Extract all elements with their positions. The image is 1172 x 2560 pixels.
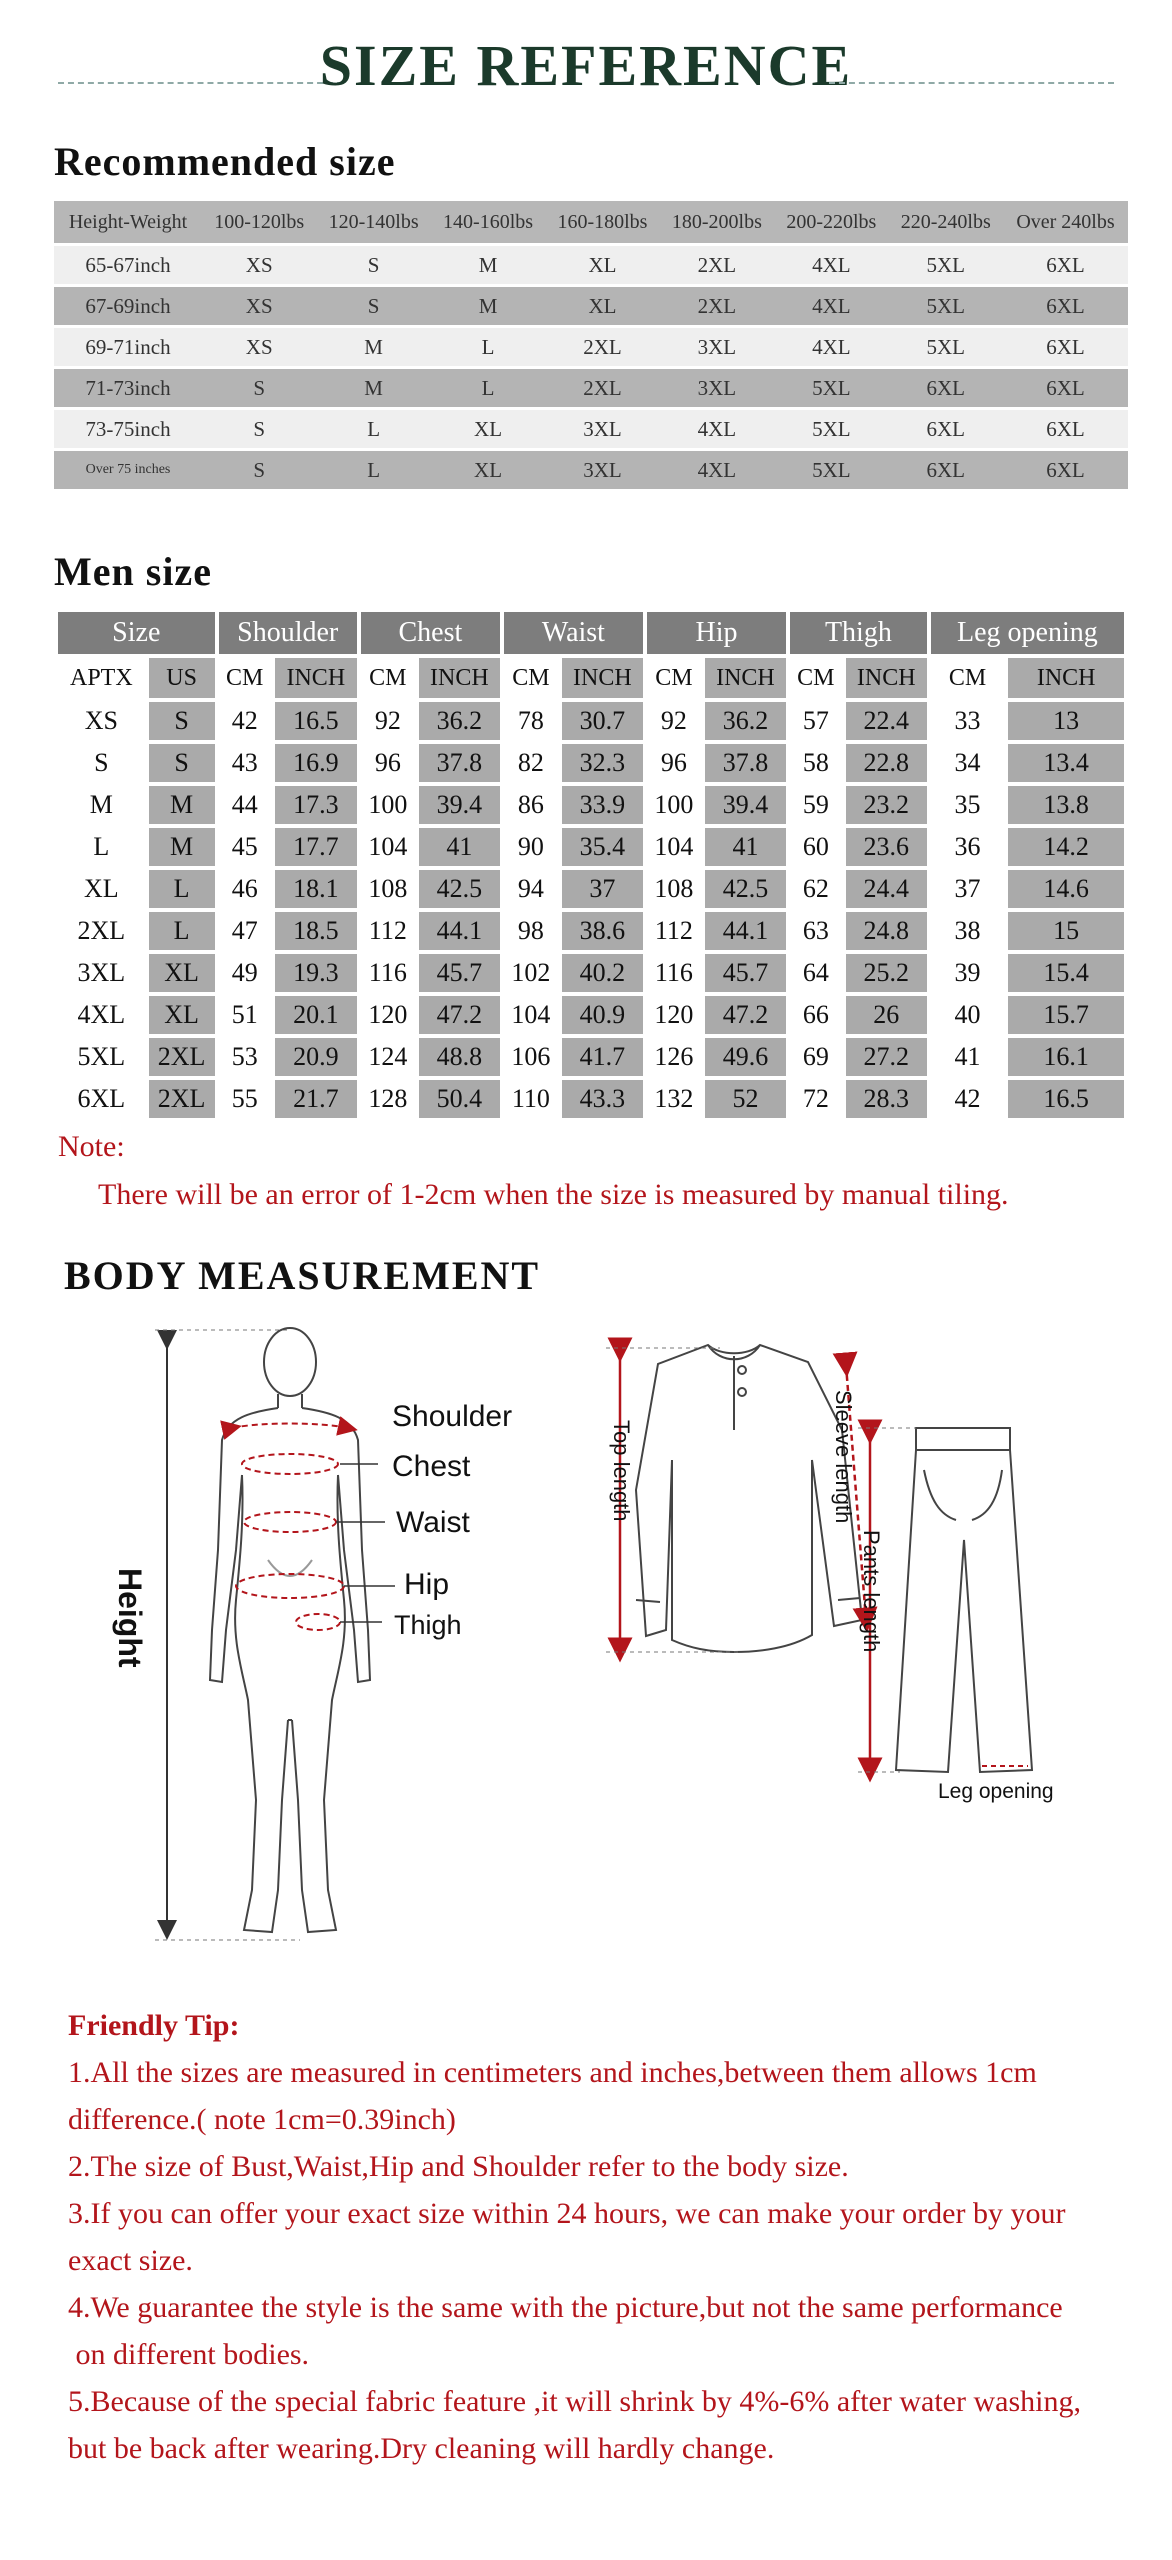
men-size-cell: 94 <box>504 870 558 908</box>
title-banner <box>58 32 1114 102</box>
tip-line: difference.( note 1cm=0.39inch) <box>68 2103 456 2136</box>
men-size-cell: 13.8 <box>1008 786 1124 824</box>
recommended-cell: 6XL <box>889 451 1003 489</box>
recommended-cell: 2XL <box>545 369 659 407</box>
men-size-cell: 24.8 <box>846 912 927 950</box>
tip-line: 3.If you can offer your exact size within 24 hours, we can make your order by your <box>68 2197 1066 2230</box>
men-size-cell: 96 <box>361 744 415 782</box>
tip-line: on different bodies. <box>68 2338 310 2371</box>
recommended-row <box>54 410 1128 448</box>
men-size-cell: 43 <box>219 744 271 782</box>
recommended-cell: 67-69inch <box>54 287 202 325</box>
men-size-cell: 132 <box>647 1080 701 1118</box>
recommended-cell: XL <box>545 246 659 284</box>
men-size-row <box>58 1080 1124 1118</box>
recommended-cell: S <box>316 287 430 325</box>
recommended-cell: 4XL <box>774 287 888 325</box>
men-size-cell: 37.8 <box>419 744 500 782</box>
men-size-cell: 50.4 <box>419 1080 500 1118</box>
recommended-row <box>54 328 1128 366</box>
pants-length-label: Pants length <box>859 1530 884 1653</box>
men-subheader-cell: CM <box>361 658 415 698</box>
men-size-cell: 82 <box>504 744 558 782</box>
men-size-cell: 35 <box>931 786 1005 824</box>
men-size-cell: 15.7 <box>1008 996 1124 1034</box>
men-size-cell: 45.7 <box>419 954 500 992</box>
men-size-cell: S <box>149 702 215 740</box>
chest-label: Chest <box>392 1450 471 1483</box>
men-size-cell: 33 <box>931 702 1005 740</box>
recommended-header-cell: Over 240lbs <box>1003 201 1128 243</box>
recommended-cell: 4XL <box>774 328 888 366</box>
men-size-row <box>58 744 1124 782</box>
measurement-illustration <box>0 1300 1172 1980</box>
men-group-cell: Thigh <box>790 612 927 654</box>
recommended-cell: XL <box>431 410 545 448</box>
men-size-cell: 14.2 <box>1008 828 1124 866</box>
recommended-cell: 6XL <box>1003 410 1128 448</box>
page-title: SIZE REFERENCE <box>319 33 853 98</box>
men-size-row <box>58 954 1124 992</box>
men-size-cell: 57 <box>790 702 842 740</box>
recommended-row <box>54 451 1128 489</box>
recommended-size-table <box>54 198 1128 492</box>
recommended-header-cell: Height-Weight <box>54 201 202 243</box>
shoulder-label: Shoulder <box>392 1400 513 1433</box>
men-subheader-cell: CM <box>647 658 701 698</box>
men-size-cell: 110 <box>504 1080 558 1118</box>
men-subheader-cell: CM <box>790 658 842 698</box>
recommended-cell: 5XL <box>774 410 888 448</box>
men-size-cell: 24.4 <box>846 870 927 908</box>
recommended-row <box>54 369 1128 407</box>
recommended-cell: S <box>202 410 316 448</box>
men-group-cell: Size <box>58 612 215 654</box>
men-size-cell: 25.2 <box>846 954 927 992</box>
recommended-cell: S <box>316 246 430 284</box>
men-size-cell: 34 <box>931 744 1005 782</box>
tip-line: but be back after wearing.Dry cleaning will hardly change. <box>68 2432 775 2465</box>
note-label: Note: <box>58 1130 125 1163</box>
men-size-row <box>58 912 1124 950</box>
men-size-cell: 44.1 <box>419 912 500 950</box>
men-size-row <box>58 996 1124 1034</box>
recommended-cell: 6XL <box>1003 246 1128 284</box>
men-size-cell: 37.8 <box>705 744 786 782</box>
recommended-cell: XL <box>545 287 659 325</box>
recommended-header-row <box>54 201 1128 243</box>
tip-line: 4.We guarantee the style is the same with the picture,but not the same performance <box>68 2291 1063 2324</box>
men-size-cell: 98 <box>504 912 558 950</box>
men-size-cell: 18.1 <box>275 870 357 908</box>
men-size-cell: M <box>58 786 145 824</box>
men-size-cell: XS <box>58 702 145 740</box>
recommended-cell: XL <box>431 451 545 489</box>
men-size-cell: 37 <box>931 870 1005 908</box>
men-size-cell: 26 <box>846 996 927 1034</box>
recommended-cell: 5XL <box>774 369 888 407</box>
men-size-cell: XL <box>149 996 215 1034</box>
men-size-cell: 15 <box>1008 912 1124 950</box>
men-size-cell: 37 <box>562 870 643 908</box>
body-measure-lines <box>232 1424 348 1631</box>
men-size-cell: 64 <box>790 954 842 992</box>
men-size-cell: 45 <box>219 828 271 866</box>
men-size-cell: M <box>149 828 215 866</box>
men-size-cell: 108 <box>361 870 415 908</box>
men-subheader-cell: INCH <box>1008 658 1124 698</box>
men-size-cell: 100 <box>361 786 415 824</box>
recommended-cell: 65-67inch <box>54 246 202 284</box>
men-subheader-cell: CM <box>931 658 1005 698</box>
men-size-cell: 120 <box>361 996 415 1034</box>
men-subheader-cell: INCH <box>846 658 927 698</box>
men-size-cell: 44 <box>219 786 271 824</box>
pants-measure-lines <box>870 1432 1028 1770</box>
men-size-table <box>54 608 1128 1122</box>
recommended-header-cell: 140-160lbs <box>431 201 545 243</box>
recommended-cell: 71-73inch <box>54 369 202 407</box>
men-subheader-cell: INCH <box>419 658 500 698</box>
recommended-cell: L <box>431 328 545 366</box>
recommended-cell: 5XL <box>889 328 1003 366</box>
men-size-cell: 42 <box>931 1080 1005 1118</box>
recommended-cell: 5XL <box>889 246 1003 284</box>
men-size-row <box>58 786 1124 824</box>
men-size-cell: 108 <box>647 870 701 908</box>
men-size-cell: 16.9 <box>275 744 357 782</box>
men-subheader-cell: CM <box>219 658 271 698</box>
recommended-cell: 6XL <box>1003 287 1128 325</box>
men-subheader-cell: INCH <box>562 658 643 698</box>
men-size-cell: 90 <box>504 828 558 866</box>
men-size-cell: XL <box>149 954 215 992</box>
men-size-cell: 120 <box>647 996 701 1034</box>
men-size-cell: 23.2 <box>846 786 927 824</box>
men-size-cell: 49 <box>219 954 271 992</box>
men-size-cell: 16.5 <box>1008 1080 1124 1118</box>
men-size-cell: 6XL <box>58 1080 145 1118</box>
men-size-cell: 28.3 <box>846 1080 927 1118</box>
men-size-cell: 116 <box>647 954 701 992</box>
men-size-cell: 40.2 <box>562 954 643 992</box>
men-size-cell: 15.4 <box>1008 954 1124 992</box>
recommended-cell: M <box>316 328 430 366</box>
recommended-cell: 4XL <box>774 246 888 284</box>
men-size-cell: 104 <box>361 828 415 866</box>
recommended-cell: S <box>202 451 316 489</box>
recommended-cell: XS <box>202 246 316 284</box>
men-size-cell: 116 <box>361 954 415 992</box>
men-size-cell: 59 <box>790 786 842 824</box>
men-size-cell: 47.2 <box>419 996 500 1034</box>
men-size-cell: 69 <box>790 1038 842 1076</box>
men-size-cell: 42 <box>219 702 271 740</box>
men-size-cell: 22.8 <box>846 744 927 782</box>
men-size-cell: 66 <box>790 996 842 1034</box>
recommended-cell: XS <box>202 328 316 366</box>
men-size-cell: 14.6 <box>1008 870 1124 908</box>
men-size-cell: 102 <box>504 954 558 992</box>
recommended-row <box>54 287 1128 325</box>
men-size-cell: 4XL <box>58 996 145 1034</box>
recommended-cell: 5XL <box>889 287 1003 325</box>
men-size-cell: 33.9 <box>562 786 643 824</box>
men-size-cell: 62 <box>790 870 842 908</box>
men-size-cell: 55 <box>219 1080 271 1118</box>
men-subheader-cell: US <box>149 658 215 698</box>
recommended-cell: M <box>431 246 545 284</box>
recommended-cell: 2XL <box>545 328 659 366</box>
men-size-cell: 32.3 <box>562 744 643 782</box>
men-size-cell: 13.4 <box>1008 744 1124 782</box>
measurement-figure <box>0 1300 1172 1980</box>
recommended-heading: Recommended size <box>54 139 396 184</box>
men-size-cell: S <box>58 744 145 782</box>
men-size-cell: 16.5 <box>275 702 357 740</box>
men-size-cell: 39.4 <box>419 786 500 824</box>
recommended-header-cell: 120-140lbs <box>316 201 430 243</box>
men-size-cell: 42.5 <box>419 870 500 908</box>
recommended-header-cell: 200-220lbs <box>774 201 888 243</box>
men-subheader-cell: INCH <box>705 658 786 698</box>
men-size-cell: 112 <box>361 912 415 950</box>
men-subheader-cell: CM <box>504 658 558 698</box>
tip-line: 1.All the sizes are measured in centimeters and inches,between them allows 1cm <box>68 2056 1037 2089</box>
recommended-cell: 6XL <box>1003 451 1128 489</box>
men-size-cell: 104 <box>647 828 701 866</box>
men-size-cell: 60 <box>790 828 842 866</box>
men-subheader-cell: APTX <box>58 658 145 698</box>
men-size-cell: 47 <box>219 912 271 950</box>
recommended-cell: Over 75 inches <box>54 451 202 489</box>
men-size-cell: 47.2 <box>705 996 786 1034</box>
men-size-cell: 40 <box>931 996 1005 1034</box>
men-size-cell: M <box>149 786 215 824</box>
recommended-cell: 2XL <box>660 246 774 284</box>
men-size-cell: 17.7 <box>275 828 357 866</box>
recommended-cell: S <box>202 369 316 407</box>
men-size-cell: 23.6 <box>846 828 927 866</box>
men-size-cell: 21.7 <box>275 1080 357 1118</box>
men-group-cell: Chest <box>361 612 500 654</box>
height-arrow <box>155 1330 300 1940</box>
recommended-cell: L <box>431 369 545 407</box>
men-size-cell: 5XL <box>58 1038 145 1076</box>
recommended-cell: 3XL <box>660 369 774 407</box>
recommended-cell: M <box>431 287 545 325</box>
leg-opening-label: Leg opening <box>938 1780 1054 1803</box>
men-size-cell: 51 <box>219 996 271 1034</box>
recommended-cell: 6XL <box>889 369 1003 407</box>
men-size-cell: 72 <box>790 1080 842 1118</box>
recommended-header-cell: 180-200lbs <box>660 201 774 243</box>
men-size-cell: 27.2 <box>846 1038 927 1076</box>
recommended-cell: 4XL <box>660 410 774 448</box>
tip-line: 5.Because of the special fabric feature ,it will shrink by 4%-6% after water washing, <box>68 2385 1081 2418</box>
men-size-cell: 41 <box>705 828 786 866</box>
men-size-heading: Men size <box>54 549 212 594</box>
men-size-cell: 17.3 <box>275 786 357 824</box>
men-size-row <box>58 828 1124 866</box>
men-size-cell: 41 <box>419 828 500 866</box>
men-size-cell: 92 <box>361 702 415 740</box>
hip-label: Hip <box>404 1568 450 1601</box>
men-size-cell: 38 <box>931 912 1005 950</box>
recommended-cell: 69-71inch <box>54 328 202 366</box>
men-group-cell: Waist <box>504 612 643 654</box>
men-size-cell: 52 <box>705 1080 786 1118</box>
tips-heading: Friendly Tip: <box>68 2009 240 2042</box>
men-size-row <box>58 870 1124 908</box>
men-group-cell: Leg opening <box>931 612 1124 654</box>
men-size-cell: L <box>149 912 215 950</box>
men-subheader-cell: INCH <box>275 658 357 698</box>
friendly-tips <box>68 2002 1128 2472</box>
men-size-cell: 78 <box>504 702 558 740</box>
recommended-header-cell: 160-180lbs <box>545 201 659 243</box>
title-dash-right <box>829 82 1114 84</box>
recommended-header-cell: 100-120lbs <box>202 201 316 243</box>
waist-label: Waist <box>396 1506 470 1539</box>
men-size-cell: 2XL <box>58 912 145 950</box>
recommended-cell: 6XL <box>889 410 1003 448</box>
recommended-cell: L <box>316 410 430 448</box>
recommended-header-cell: 220-240lbs <box>889 201 1003 243</box>
men-size-cell: 22.4 <box>846 702 927 740</box>
men-size-row <box>58 702 1124 740</box>
top-length-label: Top length <box>609 1420 634 1522</box>
recommended-cell: XS <box>202 287 316 325</box>
men-size-row <box>58 1038 1124 1076</box>
recommended-cell: L <box>316 451 430 489</box>
men-size-cell: 2XL <box>149 1038 215 1076</box>
recommended-cell: 3XL <box>545 451 659 489</box>
recommended-cell: 6XL <box>1003 369 1128 407</box>
men-size-cell: S <box>149 744 215 782</box>
recommended-cell: 4XL <box>660 451 774 489</box>
men-size-cell: 19.3 <box>275 954 357 992</box>
men-size-cell: 100 <box>647 786 701 824</box>
recommended-cell: 6XL <box>1003 328 1128 366</box>
men-size-cell: 53 <box>219 1038 271 1076</box>
shirt-drawing <box>636 1345 862 1652</box>
men-size-cell: 124 <box>361 1038 415 1076</box>
recommended-cell: M <box>316 369 430 407</box>
men-size-cell: 2XL <box>149 1080 215 1118</box>
men-size-cell: 92 <box>647 702 701 740</box>
men-size-cell: XL <box>58 870 145 908</box>
men-size-cell: 18.5 <box>275 912 357 950</box>
men-subheader-row <box>58 658 1124 698</box>
pants-drawing <box>896 1428 1032 1772</box>
men-size-cell: 30.7 <box>562 702 643 740</box>
men-size-cell: 35.4 <box>562 828 643 866</box>
men-size-cell: 48.8 <box>419 1038 500 1076</box>
men-size-cell: 20.9 <box>275 1038 357 1076</box>
men-size-cell: 38.6 <box>562 912 643 950</box>
men-size-cell: 36 <box>931 828 1005 866</box>
men-group-cell: Hip <box>647 612 786 654</box>
recommended-cell: 73-75inch <box>54 410 202 448</box>
men-size-cell: 43.3 <box>562 1080 643 1118</box>
tip-line: exact size. <box>68 2244 193 2277</box>
men-size-cell: L <box>149 870 215 908</box>
recommended-cell: 3XL <box>660 328 774 366</box>
men-group-cell: Shoulder <box>219 612 357 654</box>
body-figure <box>210 1328 370 1932</box>
tip-line: 2.The size of Bust,Waist,Hip and Shoulder refer to the body size. <box>68 2150 849 2183</box>
recommended-cell: 3XL <box>545 410 659 448</box>
men-size-cell: 36.2 <box>419 702 500 740</box>
recommended-cell: 2XL <box>660 287 774 325</box>
men-size-cell: 86 <box>504 786 558 824</box>
men-size-cell: 104 <box>504 996 558 1034</box>
thigh-label: Thigh <box>394 1610 462 1640</box>
men-size-cell: 3XL <box>58 954 145 992</box>
body-measurement-heading: BODY MEASUREMENT <box>64 1253 541 1298</box>
men-group-row <box>58 612 1124 654</box>
men-size-cell: 20.1 <box>275 996 357 1034</box>
men-size-cell: 13 <box>1008 702 1124 740</box>
men-size-cell: 96 <box>647 744 701 782</box>
men-size-cell: 128 <box>361 1080 415 1118</box>
men-size-cell: 41 <box>931 1038 1005 1076</box>
men-size-cell: 46 <box>219 870 271 908</box>
men-size-cell: 106 <box>504 1038 558 1076</box>
men-size-cell: 39 <box>931 954 1005 992</box>
men-size-cell: 63 <box>790 912 842 950</box>
men-size-cell: 41.7 <box>562 1038 643 1076</box>
height-label: Height <box>112 1568 148 1668</box>
men-size-cell: 42.5 <box>705 870 786 908</box>
men-size-cell: 58 <box>790 744 842 782</box>
men-size-cell: 39.4 <box>705 786 786 824</box>
men-size-cell: 126 <box>647 1038 701 1076</box>
sleeve-length-label: Sleeve length <box>831 1390 856 1524</box>
men-size-cell: 45.7 <box>705 954 786 992</box>
men-size-cell: 49.6 <box>705 1038 786 1076</box>
men-size-cell: L <box>58 828 145 866</box>
men-size-cell: 16.1 <box>1008 1038 1124 1076</box>
men-size-cell: 36.2 <box>705 702 786 740</box>
men-size-cell: 44.1 <box>705 912 786 950</box>
recommended-row <box>54 246 1128 284</box>
recommended-cell: 5XL <box>774 451 888 489</box>
men-size-cell: 112 <box>647 912 701 950</box>
note-text: There will be an error of 1-2cm when the size is measured by manual tiling. <box>98 1178 1009 1211</box>
men-size-cell: 40.9 <box>562 996 643 1034</box>
